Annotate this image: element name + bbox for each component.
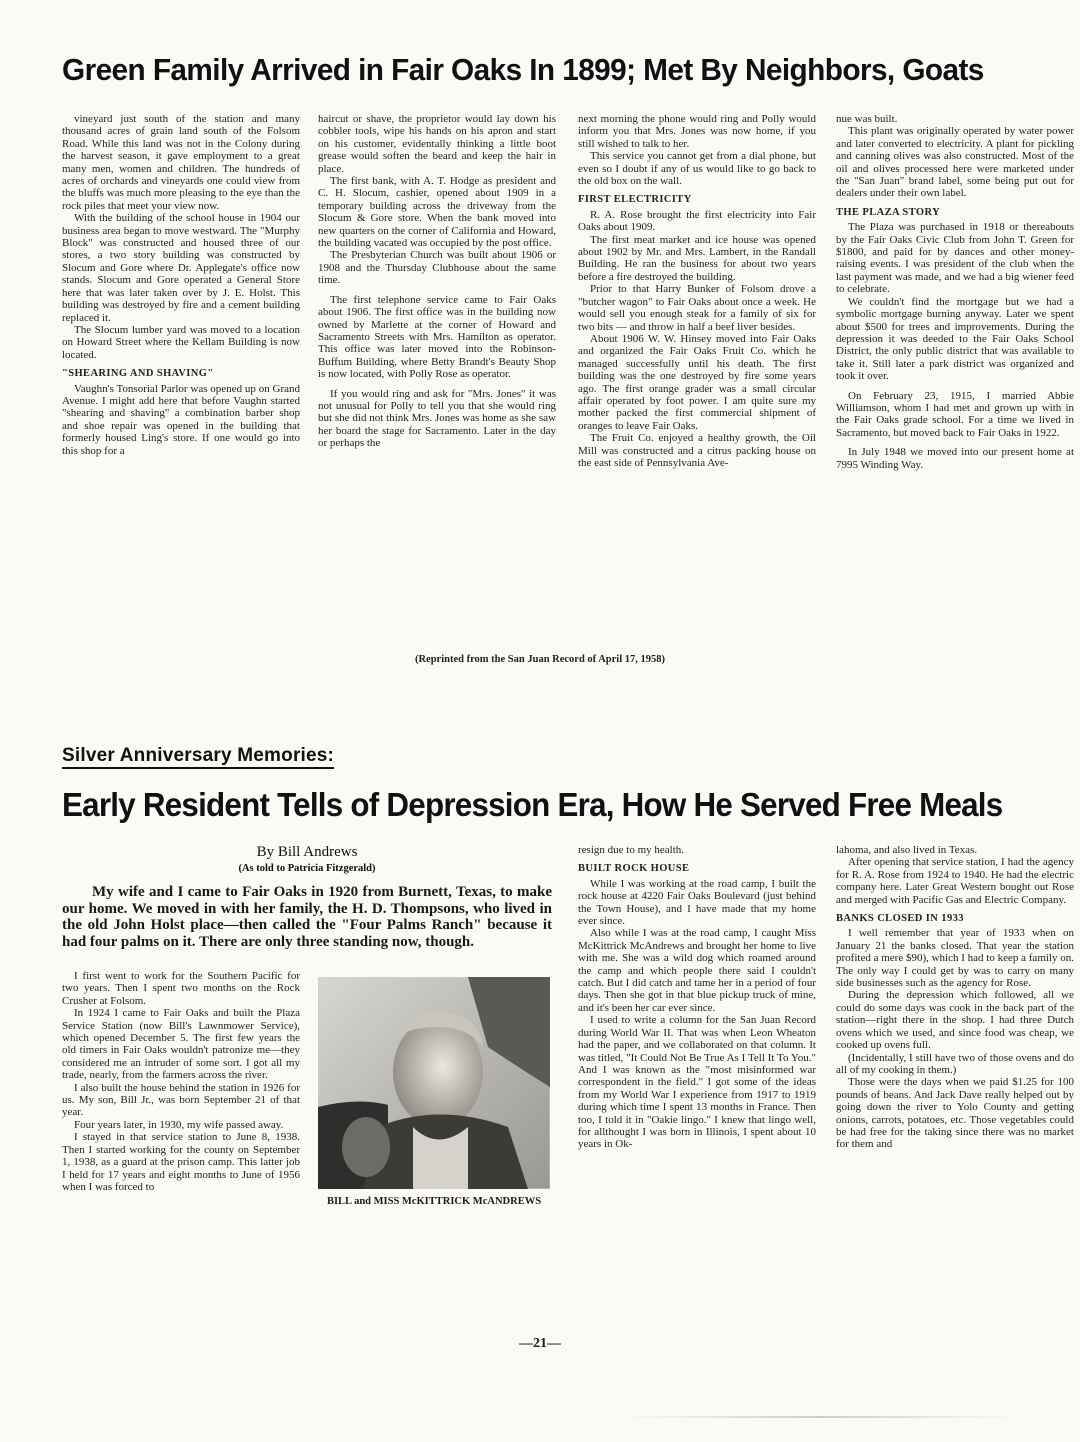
paragraph: R. A. Rose brought the first electricity into Fair Oaks about 1909.: [578, 208, 816, 234]
story1-headline: Green Family Arrived in Fair Oaks In 1899; Met By Neighbors, Goats: [62, 52, 984, 87]
story1-column-2: [318, 113, 556, 648]
story2-column-1: [62, 970, 300, 1330]
paragraph: Those were the days when we paid $1.25 for 100 pounds of beans. And Jack Dave really helped out by going down the river to Yolo County and getting onions, carrots, potatoes, etc. Those vegetables could be had free for the taking since there was no market for them and: [836, 1076, 1074, 1151]
photo-caption: BILL and MISS McKITTRICK McANDREWS: [326, 1196, 542, 1207]
subhead: FIRST ELECTRICITY: [578, 194, 692, 206]
paragraph: The first bank, with A. T. Hodge as president and C. H. Slocum, cashier, opened about 1909 in a temporary building across the driveway from the Slocum & Gore store. When the bank moved into new quarters on the corner of California and Howard, the building vacated was occupied by the post office.: [318, 175, 556, 250]
paragraph: On February 23, 1915, I married Abbie Williamson, whom I had met and grown up with in the Fair Oaks grade school. For a time we lived in Sacramento, but moved back to Fair Oaks in 1922.: [836, 389, 1074, 439]
paragraph: With the building of the school house in 1904 our business area began to move westward. The "Murphy Block" was constructed and housed three of our stores, a two story building was constructed by Slocum and Gore where Dr. Applegate's office now stands. Slocum and Gore operated a General Store here that was later taken over by J. E. Holst. This building was destroyed by fire and a cement building replaced it.: [62, 212, 300, 324]
paragraph: haircut or shave, the proprietor would lay down his cobbler tools, wipe his hands on his apron and start on his customer, evidentally thinking a little boot grease would soften the beard and keep the hair in place.: [318, 113, 556, 175]
story2-column-3: [578, 844, 816, 1330]
paragraph: The Slocum lumber yard was moved to a location on Howard Street where the Kellam Building is now located.: [62, 323, 300, 361]
paragraph: The first meat market and ice house was opened about 1902 by Mr. and Mrs. Lambert, in the Randall Building. He ran the business for about two years before a fire destroyed the building.: [578, 233, 816, 283]
paragraph: The first telephone service came to Fair Oaks about 1906. The first office was in the building now owned by Marlette at the corner of Howard and Sacramento Streets with Mrs. Hamilton as operator. This office was later moved into the Robinson-Buffum Building, where Betty Brandt's Beauty Shop is now located, with Polly Rose as operator.: [318, 293, 556, 381]
subhead: THE PLAZA STORY: [836, 206, 941, 218]
paragraph: I first went to work for the Southern Pacific for two years. Then I spent two months on the Rock Crusher at Folsom.: [62, 970, 300, 1007]
paragraph: While I was working at the road camp, I built the rock house at 4220 Fair Oaks Boulevard (just behind the Town House), and I have made that my home ever since.: [578, 877, 816, 928]
paragraph: resign due to my health.: [578, 844, 685, 856]
paragraph: I stayed in that service station to June 8, 1938. Then I started working for the county on September 1, 1938, as a guard at the prison camp. This latter job I held for 17 years and eight months to June of 1956 when I was forced to: [62, 1131, 300, 1193]
byline-as-told: (As told to Patricia Fitzgerald): [238, 863, 376, 874]
photo-bill-and-dog: [318, 977, 550, 1189]
paragraph: I also built the house behind the station in 1926 for us. My son, Bill Jr., was born September 21 of that year.: [62, 1081, 300, 1119]
subhead: "SHEARING AND SHAVING": [62, 368, 214, 380]
paragraph: This service you cannot get from a dial phone, but even so I doubt if any of us would like to go back to the old box on the wall.: [578, 150, 816, 188]
paragraph: About 1906 W. W. Hinsey moved into Fair Oaks and organized the Fair Oaks Fruit Co. which he managed successfully until his death. The first building was the one destroyed by fire some years ago. The first orange grader was a small circular affair operated by foot power. I am quite sure my mother packed the first commercial shipment of oranges to leave Fair Oaks.: [578, 332, 816, 432]
page-number: —21—: [519, 1336, 561, 1351]
paragraph: The Plaza was purchased in 1918 or thereabouts by the Fair Oaks Civic Club from John T. Green for $1800, and paid for by dances and other money-raising events. I was president of the club when the last payment was made, and we had a big wiener feed to celebrate.: [836, 221, 1074, 296]
paragraph: nue was built.: [836, 113, 898, 125]
story2-headline: Early Resident Tells of Depression Era, How He Served Free Meals: [62, 786, 1003, 823]
subhead: BANKS CLOSED IN 1933: [836, 913, 964, 925]
paragraph: In 1924 I came to Fair Oaks and built the Plaza Service Station (now Bill's Lawnmower Service), which opened December 5. The first few years the old timers in Fair Oaks wouldn't patronize me—they considered me an intruder of some sort. I got all my trade, nearly, from the farmers across the river.: [62, 1007, 300, 1082]
story1-column-3: [578, 113, 816, 648]
paragraph: We couldn't find the mortgage but we had a symbolic mortgage burning anyway. Later we spent about $500 for trees and improvements. During the depression it was deeded to the Fair Oaks School District, the only public district that was available to take it. Still later a park district was organized and took it over.: [836, 295, 1074, 383]
byline: [62, 844, 552, 874]
paragraph: During the depression which followed, all we could do some days was cook in the back part of the station—right there in the shop. I had three Dutch ovens which we used, and since food was cheap, we cooked up ovens full.: [836, 989, 1074, 1052]
paragraph: (Incidentally, I still have two of those ovens and do all of my cooking in them.): [836, 1051, 1074, 1076]
story1-column-1: [62, 113, 300, 648]
paragraph: If you would ring and ask for "Mrs. Jones" it was not unusual for Polly to tell you that she would ring but she did not think Mrs. Jones was home as she saw her board the stage for Sacramento. Later in the day or perhaps the: [318, 387, 556, 450]
paragraph: The Fruit Co. enjoyed a healthy growth, the Oil Mill was constructed and a citrus packing house on the east side of Pennsylvania Ave-: [578, 432, 816, 469]
reprint-credit: (Reprinted from the San Juan Record of April 17, 1958): [414, 654, 666, 665]
lead-paragraph: My wife and I came to Fair Oaks in 1920 from Burnett, Texas, to make our home. We moved in with her family, the H. D. Thompsons, who lived in the old John Holst place—then called the "Four Palms Ranch" because it had four palms on it. There are only three standing now, though.: [62, 884, 552, 950]
paragraph: next morning the phone would ring and Polly would inform you that Mrs. Jones was now home, if you still wished to talk to her.: [578, 113, 816, 150]
paragraph: Prior to that Harry Bunker of Folsom drove a "butcher wagon" to Fair Oaks about once a week. He would sell you enough steak for a family of six for two bits — and throw in half a beef liver besides.: [578, 283, 816, 333]
paragraph: I used to write a column for the San Juan Record during World War II. That was when Leon Wheaton had the paper, and we collaborated on that column. It was titled, "It Could Not Be True As I Tell It To You." And I was known as the "most misinformed war correspondent in the field." I got some of the ideas from my World War I experience from 1917 to 1919 during which time I spent 13 months in France. Then too, I told it in "Oakie lingo." I knew that lingo well, for allthought I was born in Illinois, I spent about 10 years in Ok-: [578, 1014, 816, 1151]
paragraph: lahoma, and also lived in Texas.: [836, 844, 978, 856]
paragraph: I well remember that year of 1933 when on January 21 the banks closed. That year the station profited a mere $90), which I had to keep a family on. The only way I could get by was to carry on many side businesses such as the agency for Rose.: [836, 927, 1074, 990]
paragraph: Four years later, in 1930, my wife passed away.: [74, 1118, 284, 1131]
paragraph: This plant was originally operated by water power and later converted to electricity. A plant for pickling and canning olives was also constructed. Most of the oil and olives processed here were marketed under the "San Juan" brand label, some being put out for dealers under their own label.: [836, 125, 1074, 200]
scan-artifact: [620, 1416, 1020, 1418]
story1-column-4: [836, 113, 1074, 648]
paragraph: vineyard just south of the station and many thousand acres of grain land south of the Folsom Road. While this land was not in the Colony during the harvest season, it gave employment to a great many men, women and children. The hundreds of acres of orchards and vineyards one could view from the bluffs was much more pleasing to the eye than the rock piles that meet your view now.: [62, 113, 300, 212]
paragraph: Vaughn's Tonsorial Parlor was opened up on Grand Avenue. I might add here that before Vaughn started "shearing and shaving" a combination barber shop and shoe repair was opened in the building that formerly housed Ling's store. If one would go into this shop for a: [62, 382, 300, 457]
story2-column-4: [836, 844, 1074, 1330]
byline-author: By Bill Andrews: [256, 844, 358, 860]
section-kicker: Silver Anniversary Memories:: [62, 745, 334, 769]
paragraph: Also while I was at the road camp, I caught Miss McKittrick McAndrews and brought her home to live with me. She was a wild dog which roamed around the camp and which people there said I couldn't catch. But I did catch and tame her in a period of four days. Then she got in that blue pickup truck of mine, and it's been her car ever since.: [578, 927, 816, 1014]
paragraph: The Presbyterian Church was built about 1906 or 1908 and the Thursday Clubhouse about the same time.: [318, 249, 556, 287]
subhead: BUILT ROCK HOUSE: [578, 863, 690, 875]
paragraph: In July 1948 we moved into our present home at 7995 Winding Way.: [836, 446, 1074, 471]
paragraph: After opening that service station, I had the agency for R. A. Rose from 1924 to 1940. He had the electric company here. Later Great Western bought out Rose and merged with Pacific Gas and Electric Company.: [836, 856, 1074, 906]
